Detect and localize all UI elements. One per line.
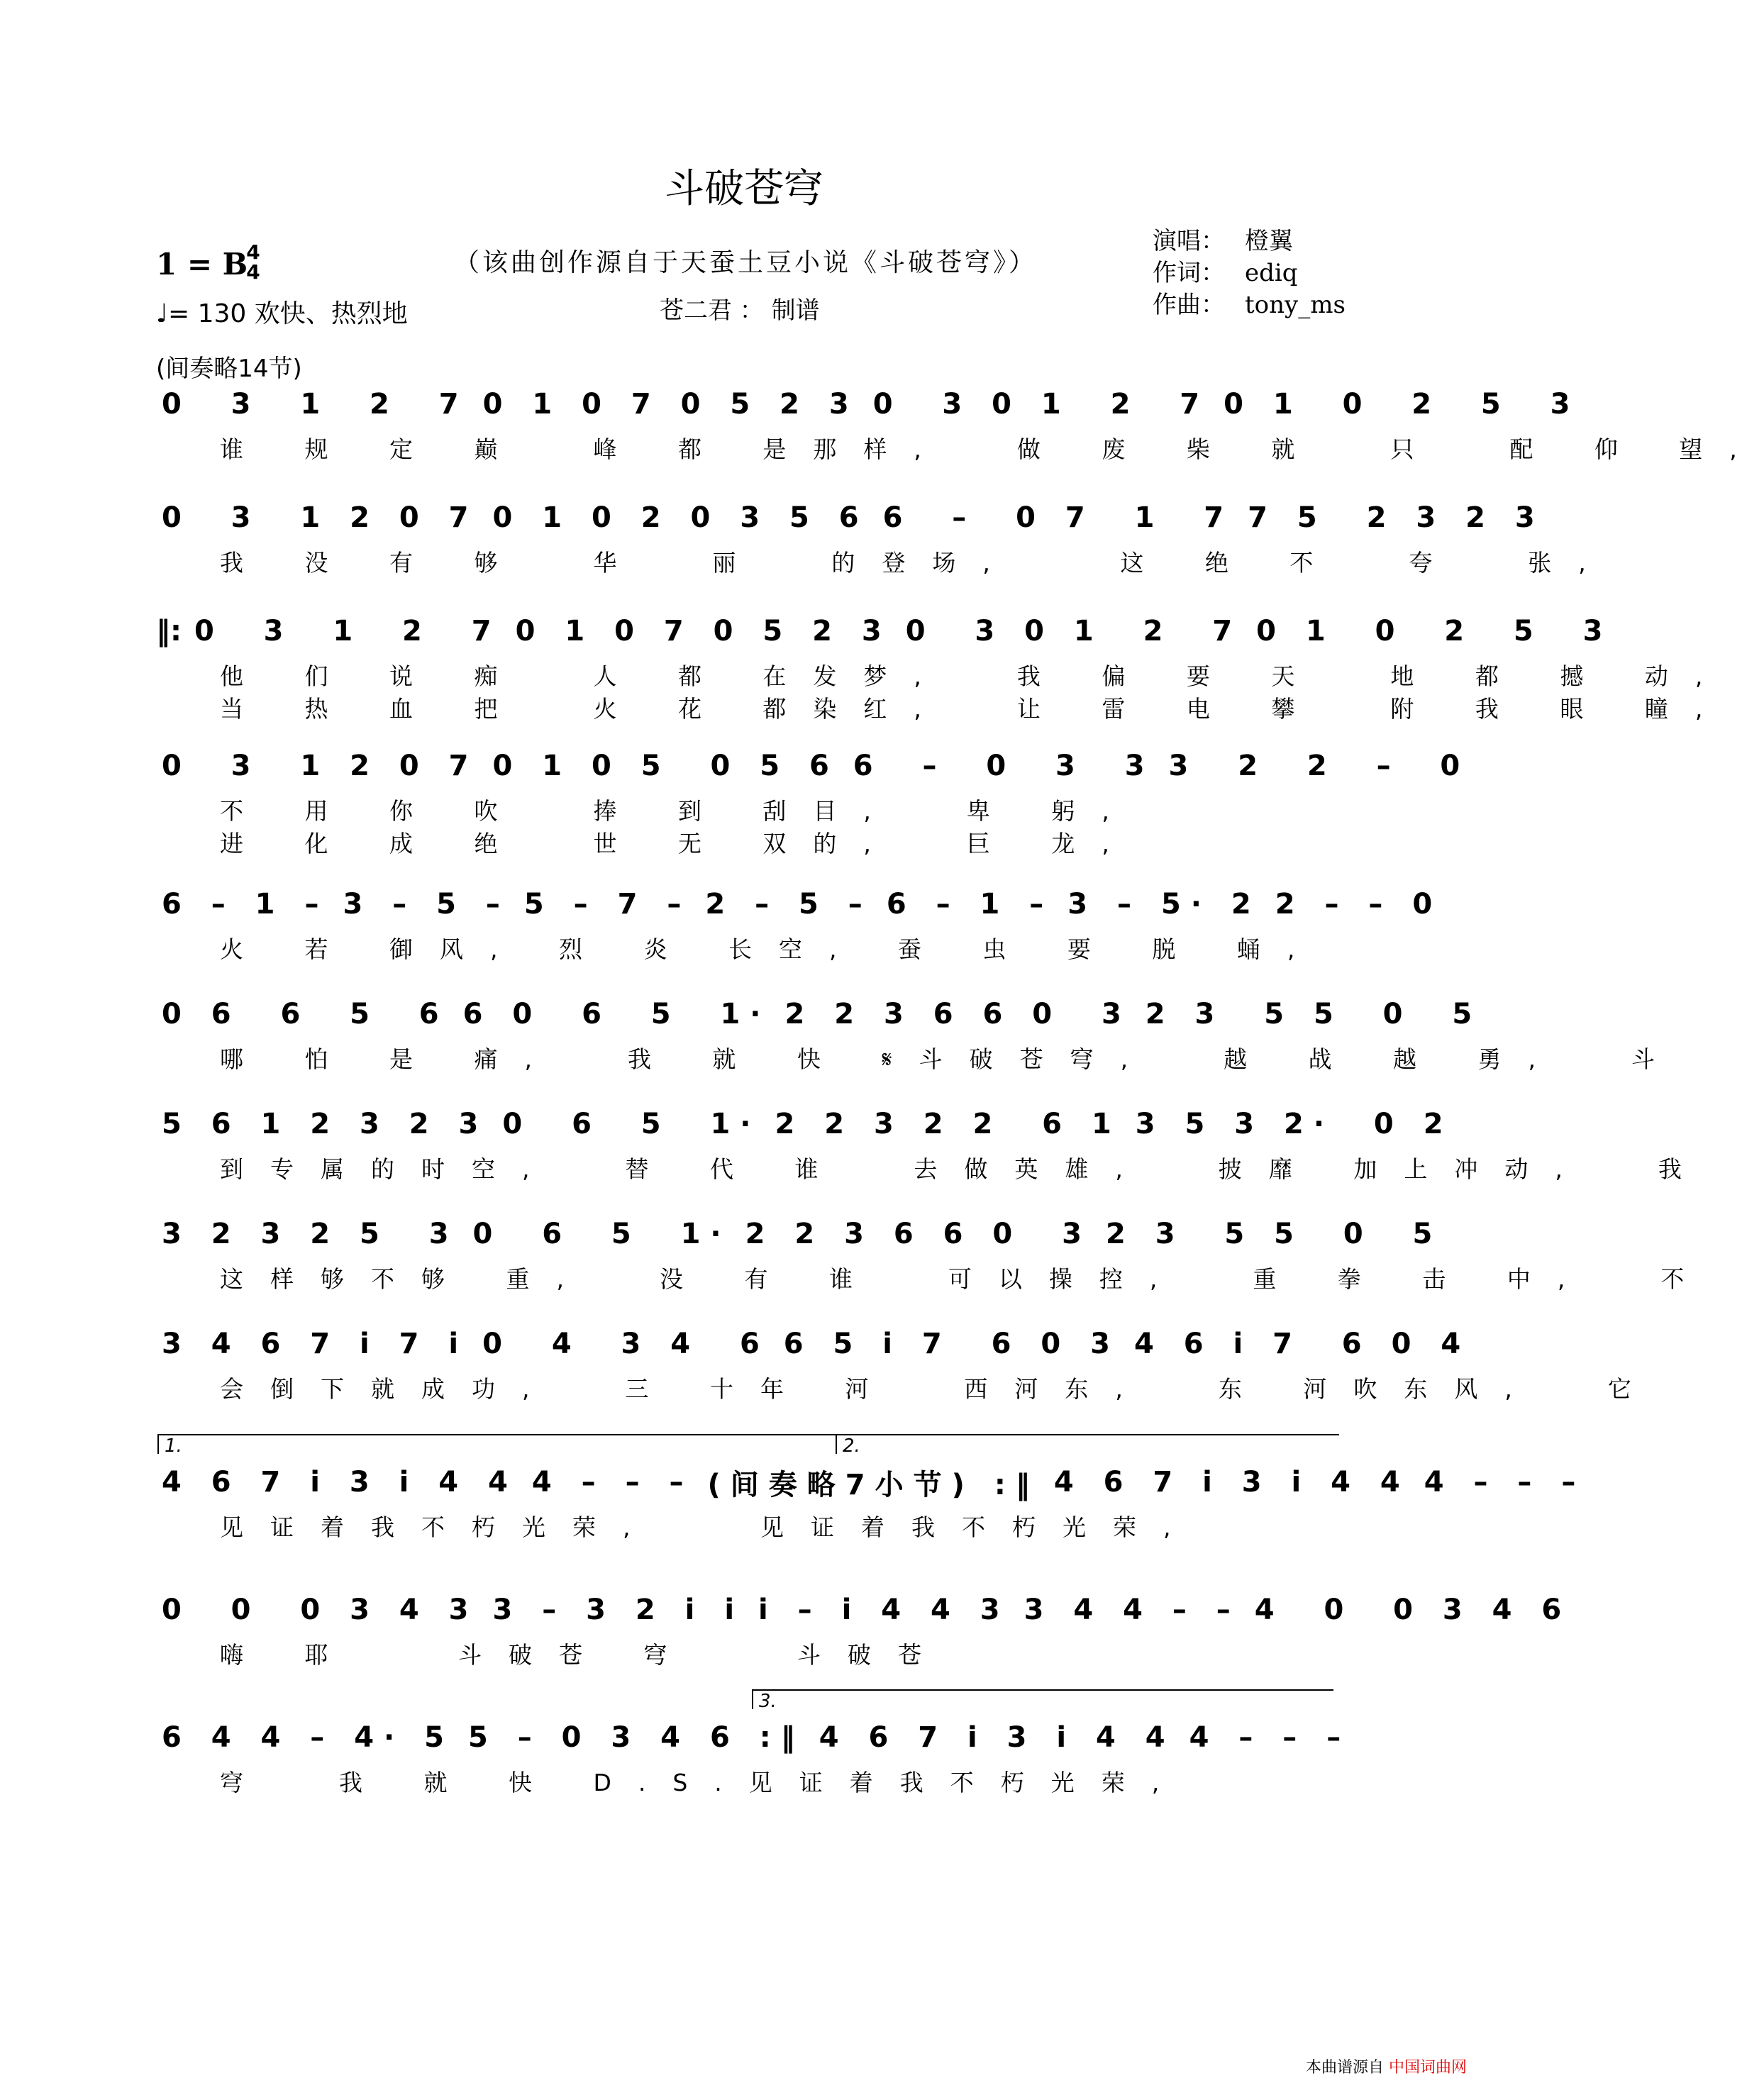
measure: 0 3 1 2 0 7 [162,750,479,782]
notes-row [156,1461,1586,1503]
lyric-line: 这样够不够 重, 没 有 谁 可以操控, 重 拳 击 中, 不 [220,1265,1712,1293]
measure: 6 – 0 7 1 7 [882,501,1234,534]
measure: 0 3 1 2 7 [194,615,501,647]
notes-row [156,1213,1443,1255]
notes-row [156,383,1580,426]
notes-row [156,883,1443,926]
measure: 0 3 0 1 2 7 [905,615,1243,647]
measure: 3 – 3 2 i i [492,1594,745,1626]
measure: (间奏略7小节) :‖ [707,1468,1040,1501]
measure: 5 – 0 3 4 6 :‖ [467,1721,805,1754]
measure: 0 6 5 1· [472,1218,731,1250]
measure: 0 1 0 2 0 3 5 6 [492,501,869,534]
measure: 4 0 0 3 4 6 [1254,1594,1572,1626]
credits [1153,226,1346,321]
lyric-line: 穹 我 就 快 D.S.见证着我不朽光荣, [220,1769,1187,1796]
time-bottom: 4 [246,260,260,284]
measure: 0 4 3 4 6 [482,1328,770,1360]
measure: 6 0 6 5 1· [462,998,771,1030]
footer-site: 中国词曲网 [1388,2059,1467,2077]
page-title: 斗破苍穹 [665,166,823,212]
notes-row [156,993,1482,1035]
notes-row [156,1323,1471,1365]
measure: 2 3 5 5 0 5 [1105,1218,1443,1250]
lyric-line: 进 化 成 绝 世 无 双的, 巨 龙, [220,830,1136,857]
measure: i – i 4 4 3 [758,1594,1010,1626]
measure: 6 4 4 – 4· 5 [162,1721,454,1754]
lyric-line: 火 若 御风, 烈 炎 长空, 蚕 虫 要 脱 蛹, [220,935,1322,963]
volta-bracket: 2. [836,1434,1339,1454]
time-top: 4 [246,240,260,264]
measure: 0 6 5 1· [502,1108,761,1140]
composer-label: 作曲： [1153,291,1225,319]
measure: 2 2 3 6 6 0 3 [784,998,1131,1030]
composer: tony_ms [1245,291,1346,319]
measure: 0 3 1 2 7 [162,388,469,421]
lyric-line: 他 们 说 痴 人 都 在发梦, 我 偏 要 天 地 都 撼 动, [220,662,1730,690]
lyric-line: 我 没 有 够 华 丽 的登场, 这 绝 不 夸 张, [220,549,1613,577]
measure: 4 – – – [1189,1721,1351,1754]
lyric-line: 见证着我不朽光荣, 见证着我不朽光荣, [220,1513,1198,1541]
lyric-line: 哪 怕 是 痛, 我 就 快 𝄋斗破苍穹, 越 战 越 勇, 斗 [220,1045,1682,1073]
measure: 4 – – – [531,1466,694,1499]
volta-bracket: 1. [157,1434,838,1454]
measure: 0 0 0 3 4 3 [162,1594,479,1626]
lyric-line: 嗨 耶 斗破苍 穹 斗破苍 [220,1641,948,1669]
measure: 0 1 0 2 5 3 [1224,388,1580,421]
footer-source-label: 本曲谱源自 [1305,2059,1384,2077]
intro-note: (间奏略14节) [156,355,302,383]
notes-row [156,610,1613,652]
notes-row [156,496,1545,539]
lyric-line: 不 用 你 吹 捧 到 刮目, 卑 躬, [220,797,1136,825]
singer: 橙翼 [1245,227,1293,255]
lyric-line: 会倒下就成功, 三 十年 河 西河东, 东 河吹东风, 它 [220,1375,1658,1403]
measure: 2 2 3 6 6 0 3 [745,1218,1092,1250]
measure: 4 – – – [1424,1466,1586,1499]
measure: 3 4 6 7 i 7 i [162,1328,469,1360]
lyric-line: 当 热 血 把 火 花 都染红, 让 雷 电 攀 附 我 眼 瞳, [220,695,1730,723]
time-signature [243,240,264,284]
measure: 3 4 4 – – [1024,1594,1241,1626]
measure: 6 – 1 – [886,888,1054,921]
volta-bracket: 3. [752,1689,1333,1709]
measure: 2 3 5 5 0 5 [1145,998,1482,1030]
measure: 0 1 0 7 0 5 2 3 [515,615,892,647]
measure: 0 3 1 2 0 7 [162,501,479,534]
notes-row [156,745,1470,787]
lyric-line: 谁 规 定 巅 峰 都 是那样, 做 废 柴 就 只 配 仰 望, [220,435,1764,463]
measure: 3 2 2 – 0 [1168,750,1470,782]
measure: 0 1 0 5 0 5 6 [492,750,839,782]
measure: 3 5 3 2· 0 2 [1135,1108,1453,1140]
measure: 6 – 1 – [162,888,329,921]
measure: 2 – 5 – [705,888,872,921]
measure: 3 – 5 – [343,888,510,921]
measure: 4 6 7 i 3 i 4 4 [162,1466,518,1499]
measure: 4 6 i 7 6 0 4 [1133,1328,1471,1360]
measure: 0 6 6 5 6 [162,998,449,1030]
measure: 5 6 1 2 3 2 3 [162,1108,489,1140]
lyricist: ediq [1245,259,1298,287]
arranger: 苍二君 ： 制谱 [660,296,820,325]
notes-row [156,1589,1572,1631]
measure: 0 3 0 1 2 7 [872,388,1210,421]
singer-label: 演唱： [1153,227,1225,255]
key-signature: 1 = B [156,247,248,282]
measure: 4 6 7 i 3 i 4 4 [1053,1466,1410,1499]
measure: 4 6 7 i 3 i 4 4 [819,1721,1175,1754]
measure: 3 2 3 2 5 3 [162,1218,459,1250]
lyricist-label: 作词： [1153,259,1225,287]
measure: 2 – – 0 [1275,888,1443,921]
measure: 6 5 i 7 6 0 3 [783,1328,1120,1360]
notes-row [156,1103,1453,1145]
measure: 7 5 2 3 2 3 [1248,501,1545,534]
footer-watermark [1306,2055,1467,2077]
tempo-marking: ♩= 130 欢快、热烈地 [156,299,408,328]
measure: 0 1 0 7 0 5 2 3 [482,388,859,421]
measure: 2 2 3 2 2 6 1 [775,1108,1121,1140]
lyric-line: 到专属的时空, 替 代 谁 去做英雄, 披靡 加上冲动, 我 [220,1155,1709,1183]
notes-row [156,1716,1351,1759]
repeat-start-sign: ‖: [156,615,182,647]
measure: 5 – 7 – [523,888,692,921]
measure: 3 – 5· 2 [1067,888,1261,921]
measure: 0 1 0 2 5 3 [1256,615,1613,647]
measure: 6 – 0 3 3 [853,750,1155,782]
subtitle: （该曲创作源自于天蚕土豆小说《斗破苍穹》） [454,248,1038,277]
